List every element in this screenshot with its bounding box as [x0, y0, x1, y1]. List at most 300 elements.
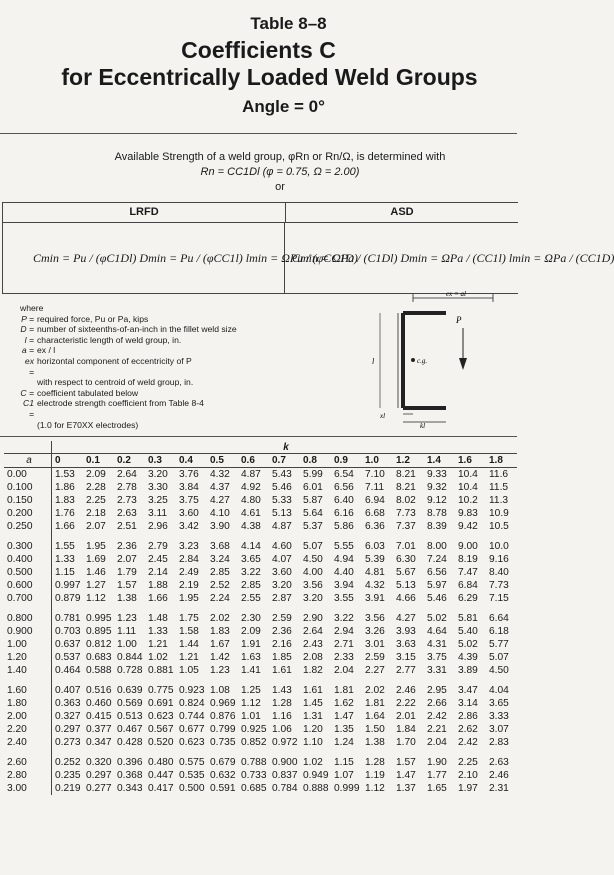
coefficient-cell: 0.895: [86, 626, 112, 637]
coefficient-cell: 1.02: [148, 652, 168, 663]
table-row: [4, 651, 517, 664]
coefficient-cell: 2.04: [427, 737, 447, 748]
coefficient-cell: 3.07: [489, 724, 509, 735]
table-row: [4, 638, 517, 651]
coefficient-cell: 1.28: [365, 757, 385, 768]
table-row: [4, 566, 517, 579]
coefficient-cell: 3.24: [210, 554, 230, 565]
ex-label: ex = al: [446, 290, 466, 298]
a-value-cell: 0.100: [4, 481, 52, 494]
coefficient-cell: 1.12: [365, 783, 385, 794]
coefficient-cell: 0.900: [272, 757, 298, 768]
coefficient-cell: 6.54: [334, 469, 354, 480]
coefficient-cell: 0.703: [55, 626, 81, 637]
a-value-cell: 0.300: [4, 540, 52, 553]
coefficient-cell: 4.37: [210, 482, 230, 493]
coefficient-cell: 2.36: [117, 541, 137, 552]
coefficient-cell: 2.19: [179, 580, 199, 591]
coefficient-cell: 0.535: [179, 770, 205, 781]
coefficient-cell: 1.66: [55, 521, 75, 532]
coefficient-cell: 8.02: [396, 495, 416, 506]
coefficient-cell: 9.32: [427, 482, 447, 493]
coefficient-cell: 1.84: [396, 724, 416, 735]
coefficient-cell: 7.15: [489, 593, 509, 604]
coefficient-cell: 0.691: [148, 698, 174, 709]
coefficient-cell: 0.417: [148, 783, 174, 794]
coefficient-cell: 2.52: [210, 580, 230, 591]
where-text: (1.0 for E70XX electrodes): [37, 419, 139, 430]
coefficient-cell: 10.0: [489, 541, 509, 552]
table-row: [4, 664, 517, 677]
coefficient-cell: 2.86: [458, 711, 478, 722]
coefficient-cell: 0.415: [86, 711, 112, 722]
coefficient-cell: 3.93: [396, 626, 416, 637]
coefficient-cell: 0.347: [86, 737, 112, 748]
table-row: [4, 710, 517, 723]
coefficient-cell: 5.64: [303, 508, 323, 519]
coefficient-cell: 6.64: [489, 613, 509, 624]
table-row: [4, 507, 517, 520]
a-value-cell: 0.500: [4, 566, 52, 579]
coefficient-cell: 8.00: [427, 541, 447, 552]
coefficient-cell: 0.824: [179, 698, 205, 709]
coefficient-cell: 1.23: [117, 613, 137, 624]
coefficient-cell: 2.33: [334, 652, 354, 663]
coefficient-cell: 3.33: [489, 711, 509, 722]
coefficient-cell: 10.4: [458, 469, 478, 480]
coefficient-cell: 2.30: [241, 613, 261, 624]
coefficient-cell: 1.48: [148, 613, 168, 624]
k-value-header: 0.9: [331, 454, 362, 468]
coefficient-cell: 2.25: [458, 757, 478, 768]
table-row: [4, 579, 517, 592]
coefficient-cell: 0.844: [117, 652, 143, 663]
where-symbol: [20, 377, 37, 388]
coefficient-cell: 2.83: [489, 737, 509, 748]
coefficient-cell: 0.925: [241, 724, 267, 735]
coefficient-cell: 0.632: [210, 770, 236, 781]
angle-label: Angle = 0°: [242, 97, 325, 116]
coefficient-cell: 4.80: [241, 495, 261, 506]
coefficient-cell: 8.78: [427, 508, 447, 519]
coefficient-cell: 1.37: [396, 783, 416, 794]
coefficient-cell: 1.33: [148, 626, 168, 637]
coefficient-cell: 2.22: [396, 698, 416, 709]
coefficient-cell: 0.467: [117, 724, 143, 735]
coefficient-cell: 2.42: [458, 737, 478, 748]
table-row: [4, 553, 517, 566]
where-item: [20, 388, 360, 399]
coefficient-cell: 3.01: [365, 639, 385, 650]
coefficient-cell: 3.65: [489, 698, 509, 709]
coefficient-cell: 2.28: [86, 482, 106, 493]
k-value-header: 0.4: [176, 454, 207, 468]
coefficient-cell: 1.20: [303, 724, 323, 735]
coefficient-cell: 0.567: [148, 724, 174, 735]
coefficient-cell: 2.46: [396, 685, 416, 696]
a-value-cell: 2.40: [4, 736, 52, 749]
coefficient-cell: 1.12: [86, 593, 106, 604]
where-text: number of sixteenths-of-an-inch in the fillet weld size: [37, 324, 237, 335]
coefficient-cell: 2.25: [86, 495, 106, 506]
coefficient-cell: 0.852: [241, 737, 267, 748]
coefficient-cell: 1.55: [55, 541, 75, 552]
coefficient-cell: 0.623: [179, 737, 205, 748]
coefficient-cell: 7.73: [489, 580, 509, 591]
coefficient-cell: 0.588: [86, 665, 112, 676]
coefficient-cell: 1.21: [179, 652, 199, 663]
coefficient-cell: 1.81: [334, 685, 354, 696]
coefficient-cell: 1.07: [334, 770, 354, 781]
coefficient-cell: 1.44: [179, 639, 199, 650]
available-strength-note: [60, 150, 500, 195]
coefficient-cell: 1.95: [179, 593, 199, 604]
coefficient-cell: 4.92: [241, 482, 261, 493]
k-value-header: 0.7: [269, 454, 300, 468]
coefficient-cell: 5.43: [272, 469, 292, 480]
coefficient-cell: 1.83: [55, 495, 75, 506]
title-block: [0, 14, 517, 117]
coefficient-cell: 0.343: [117, 783, 143, 794]
coefficient-cell: 0.879: [55, 593, 81, 604]
coefficient-cell: 5.40: [458, 626, 478, 637]
coefficient-cell: 4.04: [489, 685, 509, 696]
coefficient-cell: 3.42: [179, 521, 199, 532]
coefficient-cell: 1.97: [458, 783, 478, 794]
where-item: [20, 420, 360, 431]
coefficient-cell: 7.10: [365, 469, 385, 480]
coefficient-cell: 5.13: [396, 580, 416, 591]
coefficient-cell: 5.55: [334, 541, 354, 552]
where-item: [20, 324, 360, 335]
table-row: [4, 540, 517, 553]
coefficient-cell: 1.82: [303, 665, 323, 676]
coefficient-cell: 4.94: [334, 554, 354, 565]
coefficient-cell: 8.40: [489, 567, 509, 578]
coefficient-cell: 2.79: [148, 541, 168, 552]
a-value-cell: 2.20: [4, 723, 52, 736]
coefficient-cell: 0.320: [86, 757, 112, 768]
table-row: [4, 697, 517, 710]
coefficient-cell: 1.23: [210, 665, 230, 676]
k-values-row: [4, 454, 517, 468]
coefficient-cell: 3.94: [334, 580, 354, 591]
coefficient-cell: 3.63: [396, 639, 416, 650]
coefficient-cell: 3.60: [179, 508, 199, 519]
group-spacer: [4, 677, 517, 684]
coefficient-cell: 2.55: [241, 593, 261, 604]
coefficient-cell: 1.81: [365, 698, 385, 709]
coefficient-cell: 4.31: [427, 639, 447, 650]
coefficient-cell: 2.45: [148, 554, 168, 565]
coefficient-cell: 8.39: [427, 521, 447, 532]
coefficient-cell: 2.08: [303, 652, 323, 663]
coefficient-cell: 6.68: [365, 508, 385, 519]
coefficient-cell: 0.888: [303, 783, 329, 794]
coefficient-cell: 0.728: [117, 665, 143, 676]
a-value-cell: 0.800: [4, 612, 52, 625]
coefficient-cell: 0.273: [55, 737, 81, 748]
coefficient-cell: 0.837: [272, 770, 298, 781]
coefficient-cell: 1.53: [55, 469, 75, 480]
coefficient-cell: 3.89: [458, 665, 478, 676]
coefficient-cell: 4.27: [210, 495, 230, 506]
coefficient-cell: 6.30: [396, 554, 416, 565]
formula-boxes: [2, 202, 614, 294]
where-symbol: D =: [20, 324, 34, 335]
coefficient-cell: 3.65: [241, 554, 261, 565]
where-text: ex / l: [37, 345, 56, 356]
coefficient-cell: 0.881: [148, 665, 174, 676]
coefficient-cell: 1.31: [303, 711, 323, 722]
coefficient-cell: 3.20: [272, 580, 292, 591]
coefficient-cell: 0.677: [179, 724, 205, 735]
coefficient-cell: 2.42: [427, 711, 447, 722]
table-row: [4, 723, 517, 736]
table-row: [4, 782, 517, 795]
k-value-header: 0.8: [300, 454, 331, 468]
coefficient-cell: 4.14: [241, 541, 261, 552]
a-value-cell: 0.400: [4, 553, 52, 566]
coefficient-cell: 1.61: [303, 685, 323, 696]
coefficient-cell: 1.45: [303, 698, 323, 709]
coefficient-cell: 1.63: [241, 652, 261, 663]
coefficient-cell: 0.923: [179, 685, 205, 696]
table-row: [4, 520, 517, 533]
coefficient-cell: 2.09: [86, 469, 106, 480]
coefficient-cell: 0.407: [55, 685, 81, 696]
coefficient-cell: 1.28: [272, 698, 292, 709]
coefficient-cell: 1.24: [334, 737, 354, 748]
coefficient-cell: 6.29: [458, 593, 478, 604]
coefficient-cell: 2.49: [179, 567, 199, 578]
coefficient-cell: 0.447: [148, 770, 174, 781]
k-value-header: 0.5: [207, 454, 238, 468]
coefficient-cell: 1.15: [334, 757, 354, 768]
coefficient-cell: 1.25: [241, 685, 261, 696]
coefficient-cell: 5.37: [303, 521, 323, 532]
coefficient-table: [4, 441, 517, 795]
table-row: [4, 592, 517, 605]
coefficient-cell: 3.90: [210, 521, 230, 532]
coefficient-cell: 5.86: [334, 521, 354, 532]
coefficient-cell: 7.01: [396, 541, 416, 552]
coefficient-cell: 7.37: [396, 521, 416, 532]
coefficient-cell: 6.40: [334, 495, 354, 506]
coefficient-cell: 5.97: [427, 580, 447, 591]
a-value-cell: 1.00: [4, 638, 52, 651]
coefficient-cell: 1.46: [86, 567, 106, 578]
where-text: electrode strength coefficient from Table 8-4: [37, 398, 204, 409]
coefficient-cell: 6.36: [365, 521, 385, 532]
group-spacer: [4, 533, 517, 540]
where-text: required force, Pu or Pa, kips: [37, 313, 149, 324]
coefficient-cell: 3.26: [365, 626, 385, 637]
coefficient-cell: 8.19: [458, 554, 478, 565]
coefficient-cell: 1.76: [55, 508, 75, 519]
k-label: k: [52, 441, 518, 454]
coefficient-cell: 5.07: [303, 541, 323, 552]
coefficient-cell: 4.32: [210, 469, 230, 480]
coefficient-cell: 2.59: [272, 613, 292, 624]
coefficient-cell: 10.4: [458, 482, 478, 493]
coefficient-table-body: [4, 468, 517, 796]
coefficient-cell: 10.5: [489, 521, 509, 532]
coefficient-cell: 4.10: [210, 508, 230, 519]
coefficient-cell: 4.38: [241, 521, 261, 532]
coefficient-cell: 0.775: [148, 685, 174, 696]
coefficient-cell: 2.64: [303, 626, 323, 637]
coefficient-cell: 2.09: [241, 626, 261, 637]
coefficient-cell: 3.75: [179, 495, 199, 506]
coefficient-cell: 2.96: [148, 521, 168, 532]
coefficient-cell: 2.71: [334, 639, 354, 650]
coefficient-cell: 0.997: [55, 580, 81, 591]
table-row: [4, 769, 517, 782]
coefficient-cell: 0.327: [55, 711, 81, 722]
coefficient-cell: 4.61: [241, 508, 261, 519]
coefficient-cell: 3.56: [365, 613, 385, 624]
coefficient-cell: 1.95: [86, 541, 106, 552]
coefficient-cell: 1.88: [148, 580, 168, 591]
coefficient-cell: 1.16: [272, 711, 292, 722]
coefficient-cell: 3.68: [210, 541, 230, 552]
coefficient-cell: 5.87: [303, 495, 323, 506]
a-value-cell: 0.150: [4, 494, 52, 507]
table-top-divider: [0, 436, 517, 437]
table-row: [4, 684, 517, 697]
k-header-row: [4, 441, 517, 454]
coefficient-cell: 0.516: [86, 685, 112, 696]
p-label: P: [456, 315, 462, 325]
available-line-2: Rn = CC1Dl (φ = 0.75, Ω = 2.00): [200, 166, 360, 178]
coefficient-cell: 0.591: [210, 783, 236, 794]
where-item: [20, 314, 360, 325]
coefficient-cell: 1.57: [117, 580, 137, 591]
coefficient-cell: 3.60: [272, 567, 292, 578]
a-value-cell: 0.200: [4, 507, 52, 520]
coefficient-cell: 3.14: [458, 698, 478, 709]
coefficient-cell: 9.00: [458, 541, 478, 552]
coefficient-cell: 7.11: [365, 482, 385, 493]
coefficient-cell: 2.21: [427, 724, 447, 735]
k-value-header: 1.8: [486, 454, 517, 468]
where-symbol: l =: [24, 334, 34, 345]
coefficient-cell: 1.33: [55, 554, 75, 565]
coefficient-cell: 1.10: [303, 737, 323, 748]
coefficient-cell: 2.64: [117, 469, 137, 480]
coefficient-cell: 0.999: [334, 783, 360, 794]
coefficient-cell: 2.01: [396, 711, 416, 722]
xl-label: xl: [380, 412, 386, 420]
coefficient-cell: 0.428: [117, 737, 143, 748]
coefficient-cell: 0.297: [55, 724, 81, 735]
coefficient-cell: 2.84: [179, 554, 199, 565]
where-text: characteristic length of weld group, in.: [37, 334, 182, 345]
table-row: [4, 612, 517, 625]
coefficient-cell: 2.62: [458, 724, 478, 735]
coefficient-cell: 4.40: [334, 567, 354, 578]
coefficient-cell: 0.368: [117, 770, 143, 781]
coefficient-cell: 0.969: [210, 698, 236, 709]
coefficient-cell: 3.56: [303, 580, 323, 591]
coefficient-cell: 6.94: [365, 495, 385, 506]
coefficient-cell: 4.87: [241, 469, 261, 480]
k-value-header: 0: [52, 454, 84, 468]
coefficient-cell: 10.9: [489, 508, 509, 519]
coefficient-cell: 11.3: [489, 495, 509, 506]
coefficient-cell: 7.24: [427, 554, 447, 565]
cg-label: c.g.: [417, 357, 428, 365]
where-symbol: P =: [21, 313, 34, 324]
coefficient-cell: 1.41: [241, 665, 261, 676]
coefficient-cell: 0.575: [179, 757, 205, 768]
coefficient-cell: 1.70: [396, 737, 416, 748]
table-row: [4, 736, 517, 749]
coefficient-cell: 0.480: [148, 757, 174, 768]
coefficient-cell: 5.99: [303, 469, 323, 480]
coefficient-cell: 3.22: [241, 567, 261, 578]
coefficient-cell: 1.01: [241, 711, 261, 722]
coefficient-cell: 11.6: [489, 469, 509, 480]
load-arrow-icon: [459, 358, 467, 370]
asd-header: ASD: [286, 203, 518, 223]
k-value-header: 1.2: [393, 454, 424, 468]
coefficient-cell: 4.50: [489, 665, 509, 676]
coefficient-cell: 0.995: [86, 613, 112, 624]
coefficient-cell: 6.56: [427, 567, 447, 578]
coefficient-cell: 5.67: [396, 567, 416, 578]
coefficient-cell: 0.972: [272, 737, 298, 748]
where-text: horizontal component of eccentricity of P: [37, 355, 192, 366]
a-value-cell: 0.900: [4, 625, 52, 638]
coefficient-cell: 5.13: [272, 508, 292, 519]
lrfd-formulas: Cmin = Pu / (φC1Dl) Dmin = Pu / (φCC1l) lmin = ΩPu / (φCC1D): [3, 223, 285, 293]
coefficient-cell: 7.73: [396, 508, 416, 519]
coefficient-cell: 2.07: [86, 521, 106, 532]
coefficient-cell: 2.59: [365, 652, 385, 663]
coefficient-cell: 0.788: [241, 757, 267, 768]
coefficient-cell: 3.11: [148, 508, 168, 519]
coefficient-cell: 1.57: [396, 757, 416, 768]
coefficient-cell: 1.08: [210, 685, 230, 696]
a-value-cell: 0.600: [4, 579, 52, 592]
coefficient-cell: 2.02: [365, 685, 385, 696]
coefficient-cell: 1.85: [272, 652, 292, 663]
coefficient-cell: 1.12: [241, 698, 261, 709]
coefficient-cell: 8.21: [396, 469, 416, 480]
coefficient-cell: 0.679: [210, 757, 236, 768]
coefficient-cell: 4.32: [365, 580, 385, 591]
coefficient-cell: 0.781: [55, 613, 81, 624]
coefficient-cell: 2.94: [334, 626, 354, 637]
k-value-header: 1.6: [455, 454, 486, 468]
coefficient-cell: 2.43: [303, 639, 323, 650]
coefficient-cell: 1.91: [241, 639, 261, 650]
coefficient-cell: 1.65: [427, 783, 447, 794]
where-list: [20, 314, 360, 431]
coefficient-cell: 9.12: [427, 495, 447, 506]
coefficient-cell: 0.297: [86, 770, 112, 781]
coefficient-cell: 3.25: [148, 495, 168, 506]
coefficient-cell: 2.66: [427, 698, 447, 709]
coefficient-cell: 1.06: [272, 724, 292, 735]
coefficient-cell: 9.42: [458, 521, 478, 532]
coefficient-cell: 2.18: [86, 508, 106, 519]
kl-label: kl: [420, 422, 426, 430]
coefficient-cell: 1.15: [55, 567, 75, 578]
coefficient-cell: 0.219: [55, 783, 81, 794]
